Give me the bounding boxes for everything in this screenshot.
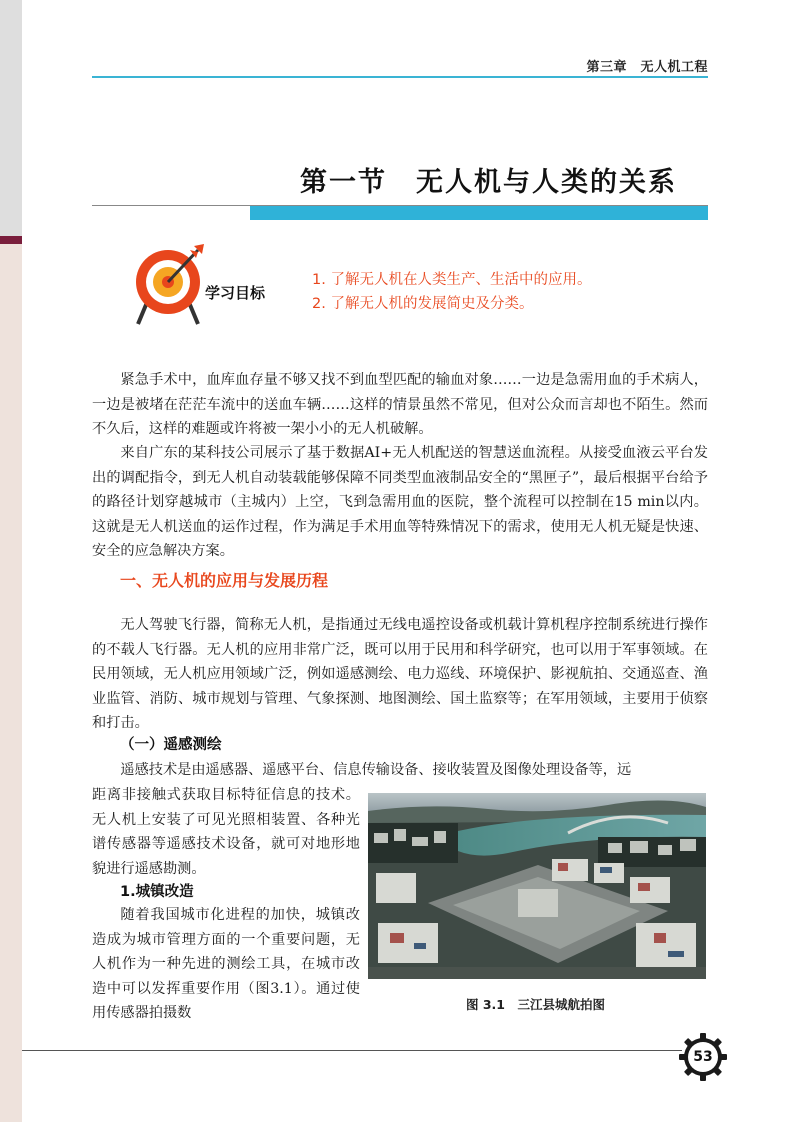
side-strip-top [0,0,22,236]
heading-urban-renewal: 1.城镇改造 [120,884,194,900]
objective-item: 2. 了解无人机的发展简史及分类。 [312,296,534,312]
objective-item: 1. 了解无人机在人类生产、生活中的应用。 [312,272,592,288]
paragraph-intro: 紧急手术中，血库血存量不够又找不到血型匹配的输血对象……一边是急需用血的手术病人，一边是被堵在茫茫车流中的送血车辆……这样的情景虽然不常见，但对公众而言却也不陌生。然而不久后，这样的难题或许将被一架小小的无人机破解。 [92,372,708,437]
running-head: 第三章 无人机工程 [586,60,708,75]
paragraph-uav-definition: 无人驾驶飞行器，简称无人机，是指通过无线电遥控设备或机载计算机程序控制系统进行操作的不载人飞行器。无人机的应用非常广泛，既可以用于民用和科学研究，也可以用于军事领域。在民用领域，无人机应用领域广泛，例如遥感测绘、电力巡线、环境保护、影视航拍、交通巡查、渔业监管、消防、城市规划与管理、气象探测、地图测绘、国土监察等；在军用领域，主要用于侦察和打击。 [92,617,708,731]
objectives-list [312,268,591,316]
section-title: 第一节 无人机与人类的关系 [300,167,677,198]
paragraph-blood-delivery: 来自广东的某科技公司展示了基于数据AI+无人机配送的智慧送血流程。从接受血液云平台发出的调配指令，到无人机自动装载能够保障不同类型血液制品安全的“黑匣子”，最后根据平台给予的路径计划穿越城市（主城内）上空，飞到急需用血的医院，整个流程可以控制在15 min以内。这就是无人机送血的运作过程，作为满足手术用血等特殊情况下的需求，使用无人机无疑是快速、安全的应急解决方案。 [92,445,708,559]
target-icon [128,240,208,326]
heading-remote-sensing: （一）遥感测绘 [120,737,222,753]
side-marker [0,236,22,244]
figure-caption: 图 3.1 三江县城航拍图 [466,997,605,1012]
heading-applications: 一、无人机的应用与发展历程 [120,571,329,590]
aerial-photo [368,793,706,979]
paragraph-remote-sensing-cont: 距离非接触式获取目标特征信息的技术。无人机上安装了可见光照相装置、各种光谱传感器等遥感技术设备，就可对地形地貌进行遥感勘测。 [92,787,360,877]
paragraph-remote-sensing-start: 遥感技术是由遥感器、遥感平台、信息传输设备、接收装置及图像处理设备等，远 [120,762,632,778]
page-number: 53 [693,1049,713,1065]
objectives-label: 学习目标 [205,284,266,302]
title-accent-bar [250,206,708,220]
header-rule [92,76,708,78]
paragraph-urban-renewal: 随着我国城市化进程的加快，城镇改造成为城市管理方面的一个重要问题，无人机作为一种先进的测绘工具，在城市改造中可以发挥重要作用（图3.1）。通过使用传感器拍摄数 [92,907,360,1021]
footer-rule [22,1050,682,1051]
